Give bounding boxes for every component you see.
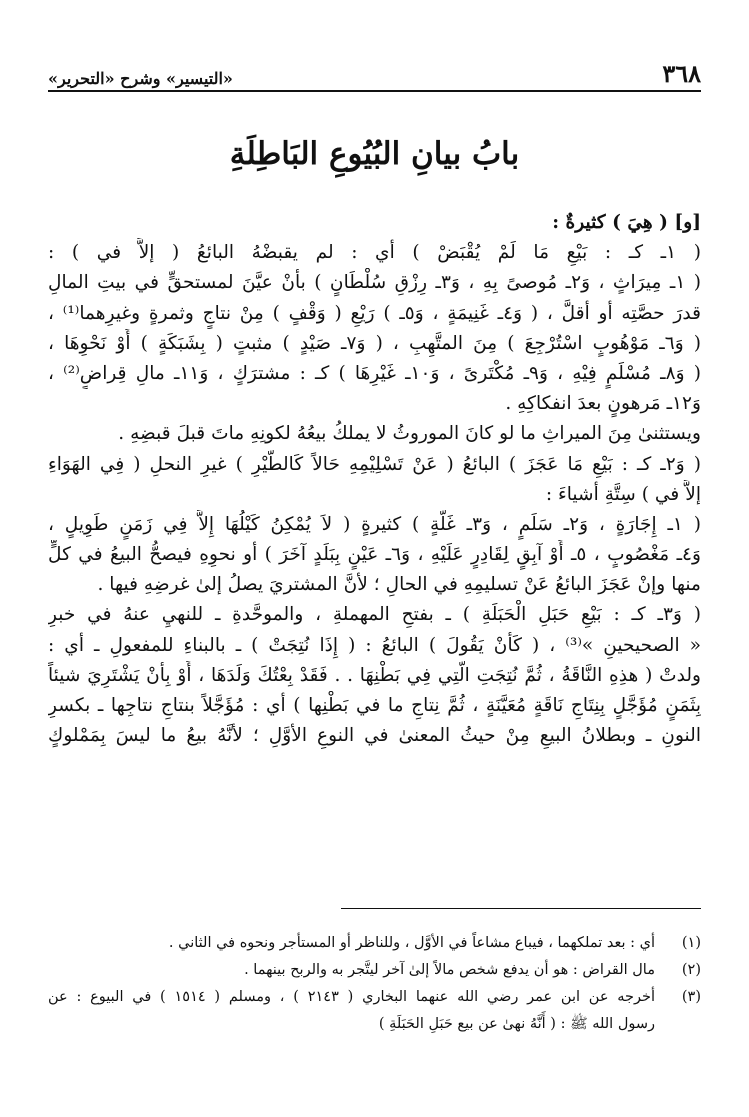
- footnote-text: رسول الله ﷺ : ( أَنَّهُ نهىٰ عن بيع حَبَلِ الحَبَلَةِ ): [378, 1016, 655, 1032]
- footnote-text: مال القراض : هو أن يدفع شخص مالاً إلىٰ آخر ليتَّجر به والربح بينهما .: [244, 962, 655, 978]
- footnote-rule: [341, 908, 701, 909]
- header-rule: [48, 90, 701, 92]
- text-line: إلاَّ في ) سِتَّةِ أشياءَ :: [545, 483, 701, 505]
- text-line: [و] ( هِيَ ) كثيرةٌ :: [552, 212, 701, 233]
- text-line: ( وَ٣ـ كـ : بَيْعِ حَبَلِ الْحَبَلَةِ ) ـ بفتحِ المهملةِ ، والموحَّدةِ ـ للنهيِ عنهُ في خبرِ: [48, 604, 701, 626]
- page-header: [48, 52, 701, 88]
- footnotes: [48, 930, 701, 1038]
- running-head: «التيسير» وشرح «التحرير»: [48, 69, 233, 88]
- text-line: ( وَ٨ـ مُسْلَمٍ فِيْهِ ، وَ٩ـ مُكْتَرىً ، وَ١٠ـ غَيْرِهَا ) كـ : مشترَكٍ ، وَ١١ـ مالِ قِراضٍ⁽²⁾ ،: [48, 362, 701, 384]
- footnote: [48, 930, 701, 957]
- main-text: [48, 208, 701, 751]
- footnote-text: أي : بعد تملكهما ، فيباع مشاعاً في الأوَّل ، وللناظر أو المستأجر ونحوه في الثاني .: [168, 935, 655, 951]
- text-line: ( ١ـ إِجَارَةٍ ، وَ٢ـ سَلَمٍ ، وَ٣ـ غَلَّةٍ ) كثيرةٍ ( لاَ يُمْكِنُ كَيْلُهَا إِلاَّ فِي زَمَنٍ طَوِيلٍ ،: [48, 513, 701, 535]
- text-line: منها وإنْ عَجَزَ البائعُ عَنْ تسليمِهِ في الحالِ ؛ لأنَّ المشتريَ يصلُ إلىٰ غرضِهِ فيها .: [97, 574, 701, 596]
- text-line: النونِ ـ وبطلانُ البيعِ مِنْ حيثُ المعنىٰ في النوعِ الأوَّلِ ؛ لأنَّهُ بيعُ ما ليسَ بِمَمْلوكٍ: [48, 725, 701, 747]
- text-line: ( وَ٦ـ مَوْهُوبٍ اسْتُرْجِعَ ) مِنَ المتَّهِبِ ، ( وَ٧ـ صَيْدٍ ) مثبتٍ ( بِشَبَكَةٍ ) أَوْ نَحْوِهَا ،: [48, 332, 701, 354]
- footnote: [48, 984, 701, 1011]
- footnote-number: [655, 1011, 701, 1038]
- text-line: ( ١ـ مِيرَاثٍ ، وَ٢ـ مُوصىً بِهِ ، وَ٣ـ رِزْقِ سُلْطَانٍ ) بأنْ عيَّنَ لمستحقٍّ في بيتِ المالِ: [48, 272, 701, 294]
- text-line: وَ٤ـ مَغْصُوبٍ ، ٥ـ أَوْ آبِقٍ لِقَادِرٍ عَلَيْهِ ، وَ٦ـ عَيْنٍ بِبَلَدٍ آخَرَ ) أو نحوِهِ فيصحُّ البيعُ في كلٍّ: [48, 544, 701, 566]
- text-line: وَ١٢ـ مَرهونٍ بعدَ انفكاكِهِ .: [505, 393, 701, 415]
- footnote-number: (٣): [681, 989, 701, 1005]
- footnote-text: أخرجه عن ابن عمر رضي الله عنهما البخاري ( ٢١٤٣ ) ، ومسلم ( ١٥١٤ ) في البيوع : عن: [48, 989, 655, 1005]
- text-line: ولدتْ ( هذِهِ النَّاقَةُ ، ثُمَّ نُتِجَتِ الَّتِي فِي بَطْنِهَا . . فَقَدْ بِعْتُكَ وَلَدَهَا ، أَوْ بِأَنْ يَشْتَرِيَ شيئاً: [48, 664, 701, 686]
- footnote-continuation: [48, 1011, 701, 1038]
- text-line: بِثَمَنٍ مُؤَجَّلٍ بِنِتَاجِ نَاقَةٍ مُعَيَّنَةٍ ، ثُمَّ نِتاجِ ما في بَطْنِها ) أي : مُؤَجَّلاً بنتاجِ نتاجِها ـ بكسرِ: [48, 695, 701, 716]
- chapter-title: بابُ بيانِ البُيُوعِ البَاطِلَةِ: [229, 136, 520, 172]
- text-line: ( وَ٢ـ كـ : بَيْعِ مَا عَجَزَ ) البائعُ ( عَنْ تَسْلِيْمِهِ حَالاً كَالطَّيْرِ ) غيرِ النحلِ ( فِي الهَوَاءِ: [48, 453, 701, 475]
- text-line: ويستثنىٰ مِنَ الميراثِ ما لو كانَ الموروثُ لا يملكُ بيعُهُ لكونِهِ ماتَ قبلَ قبضِهِ .: [118, 423, 701, 445]
- text-line: « الصحيحينِ »⁽³⁾ ، ( كَأَنْ يَقُولَ ) البائعُ : ( إِذَا نُتِجَتْ ) ـ بالبناءِ للمفعولِ ـ أي :: [48, 634, 701, 656]
- footnote-number: (١): [681, 935, 701, 951]
- footnote: [48, 957, 701, 984]
- footnote-number: (٢): [681, 962, 701, 978]
- page-number: ٣٦٨: [662, 59, 701, 88]
- text-line: قدرَ حصَّتِه أو أقلَّ ، ( وَ٤ـ غَنِيمَةٍ ، وَ٥ـ ) رَيْعِ ( وَقْفٍ ) مِنْ نتاجٍ وثمرةٍ وغيرِهما⁽¹⁾ ،: [48, 302, 701, 324]
- text-line: ( ١ـ كـ : بَيْعِ مَا لَمْ يُقْبَضْ ) أي : لم يقبضْهُ البائعُ ( إلاَّ في ) :: [48, 242, 701, 264]
